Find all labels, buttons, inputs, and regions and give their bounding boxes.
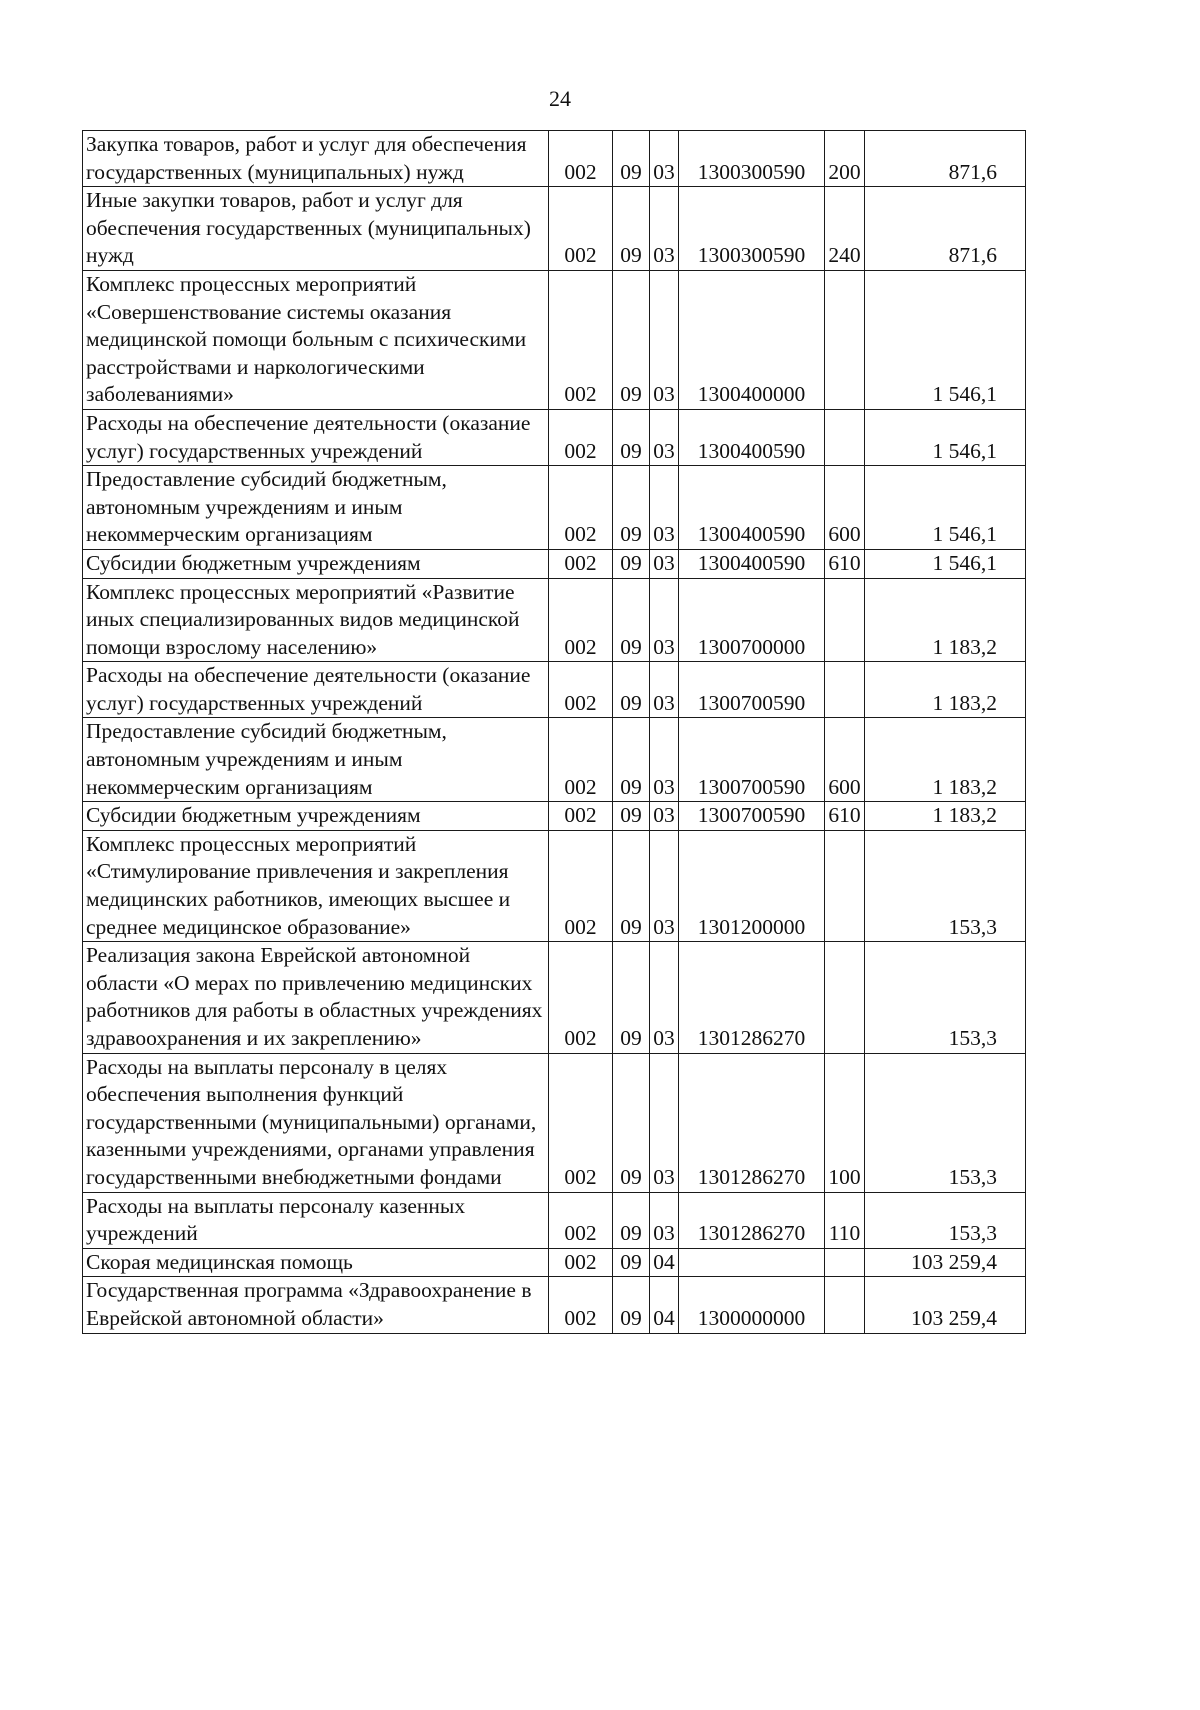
admin-code-cell: 002 [549,830,613,941]
section-code-cell: 09 [613,1248,650,1277]
section-code-cell: 09 [613,830,650,941]
expense-type-cell [825,578,865,662]
table-row [83,830,1026,941]
expense-type-cell [825,270,865,409]
section-code-cell: 09 [613,1053,650,1192]
expense-type-cell [825,409,865,465]
admin-code-cell: 002 [549,131,613,187]
target-article-cell: 1300400000 [679,270,825,409]
row-name-cell: Расходы на выплаты персоналу в целях обеспечения выполнения функций государственными (муниципальными) органами, казенными учреждениями, органами управления государственными внебюджетными фондами [83,1053,549,1192]
row-name-cell: Комплекс процессных мероприятий «Совершенствование системы оказания медицинской помощи больным с психическими расстройствами и наркологическими заболеваниями» [83,270,549,409]
expense-type-cell: 600 [825,466,865,550]
admin-code-cell: 002 [549,1053,613,1192]
row-name-cell: Государственная программа «Здравоохранение в Еврейской автономной области» [83,1277,549,1333]
expense-type-cell [825,830,865,941]
amount-cell: 1 183,2 [865,802,1026,831]
target-article-cell: 1300300590 [679,131,825,187]
table-row [83,578,1026,662]
budget-table-body [83,131,1026,1334]
target-article-cell: 1300000000 [679,1277,825,1333]
subsection-code-cell: 03 [650,578,679,662]
target-article-cell: 1300400590 [679,409,825,465]
table-row [83,1192,1026,1248]
target-article-cell: 1300400590 [679,466,825,550]
expense-type-cell: 240 [825,187,865,271]
subsection-code-cell: 03 [650,409,679,465]
amount-cell: 1 546,1 [865,409,1026,465]
subsection-code-cell: 03 [650,1053,679,1192]
admin-code-cell: 002 [549,942,613,1053]
amount-cell: 1 546,1 [865,549,1026,578]
subsection-code-cell: 03 [650,466,679,550]
amount-cell: 1 183,2 [865,662,1026,718]
admin-code-cell: 002 [549,187,613,271]
subsection-code-cell: 03 [650,662,679,718]
table-row [83,1053,1026,1192]
expense-type-cell: 610 [825,549,865,578]
target-article-cell: 1300700000 [679,578,825,662]
amount-cell: 1 546,1 [865,270,1026,409]
section-code-cell: 09 [613,131,650,187]
table-row [83,187,1026,271]
subsection-code-cell: 04 [650,1248,679,1277]
amount-cell: 871,6 [865,131,1026,187]
row-name-cell: Комплекс процессных мероприятий «Стимулирование привлечения и закрепления медицинских работников, имеющих высшее и среднее медицинское образование» [83,830,549,941]
target-article-cell: 1301286270 [679,942,825,1053]
subsection-code-cell: 03 [650,131,679,187]
admin-code-cell: 002 [549,409,613,465]
table-row [83,409,1026,465]
target-article-cell: 1300400590 [679,549,825,578]
row-name-cell: Расходы на обеспечение деятельности (оказание услуг) государственных учреждений [83,409,549,465]
amount-cell: 153,3 [865,1053,1026,1192]
table-row [83,942,1026,1053]
amount-cell: 153,3 [865,942,1026,1053]
section-code-cell: 09 [613,270,650,409]
row-name-cell: Иные закупки товаров, работ и услуг для обеспечения государственных (муниципальных) нужд [83,187,549,271]
section-code-cell: 09 [613,187,650,271]
admin-code-cell: 002 [549,270,613,409]
expense-type-cell: 100 [825,1053,865,1192]
target-article-cell: 1301286270 [679,1192,825,1248]
subsection-code-cell: 03 [650,942,679,1053]
amount-cell: 153,3 [865,1192,1026,1248]
admin-code-cell: 002 [549,549,613,578]
table-row [83,1248,1026,1277]
row-name-cell: Субсидии бюджетным учреждениям [83,549,549,578]
row-name-cell: Субсидии бюджетным учреждениям [83,802,549,831]
amount-cell: 1 183,2 [865,578,1026,662]
table-row [83,549,1026,578]
section-code-cell: 09 [613,1192,650,1248]
expense-type-cell [825,662,865,718]
subsection-code-cell: 03 [650,1192,679,1248]
expense-type-cell: 600 [825,718,865,802]
section-code-cell: 09 [613,942,650,1053]
section-code-cell: 09 [613,662,650,718]
subsection-code-cell: 03 [650,270,679,409]
section-code-cell: 09 [613,409,650,465]
expense-type-cell: 110 [825,1192,865,1248]
row-name-cell: Расходы на обеспечение деятельности (оказание услуг) государственных учреждений [83,662,549,718]
row-name-cell: Предоставление субсидий бюджетным, автономным учреждениям и иным некоммерческим организациям [83,466,549,550]
admin-code-cell: 002 [549,718,613,802]
row-name-cell: Реализация закона Еврейской автономной области «О мерах по привлечению медицинских работников для работы в областных учреждениях здравоохранения и их закреплению» [83,942,549,1053]
subsection-code-cell: 03 [650,718,679,802]
target-article-cell: 1301200000 [679,830,825,941]
budget-table [82,130,1026,1334]
admin-code-cell: 002 [549,1192,613,1248]
subsection-code-cell: 03 [650,830,679,941]
amount-cell: 103 259,4 [865,1248,1026,1277]
table-row [83,1277,1026,1333]
table-row [83,718,1026,802]
table-row [83,466,1026,550]
admin-code-cell: 002 [549,802,613,831]
expense-type-cell: 200 [825,131,865,187]
row-name-cell: Расходы на выплаты персоналу казенных учреждений [83,1192,549,1248]
amount-cell: 153,3 [865,830,1026,941]
expense-type-cell [825,942,865,1053]
section-code-cell: 09 [613,718,650,802]
section-code-cell: 09 [613,466,650,550]
table-row [83,270,1026,409]
amount-cell: 1 183,2 [865,718,1026,802]
admin-code-cell: 002 [549,578,613,662]
admin-code-cell: 002 [549,662,613,718]
admin-code-cell: 002 [549,466,613,550]
subsection-code-cell: 04 [650,1277,679,1333]
row-name-cell: Комплекс процессных мероприятий «Развитие иных специализированных видов медицинской помощи взрослому населению» [83,578,549,662]
amount-cell: 871,6 [865,187,1026,271]
target-article-cell: 1300300590 [679,187,825,271]
section-code-cell: 09 [613,578,650,662]
subsection-code-cell: 03 [650,802,679,831]
subsection-code-cell: 03 [650,187,679,271]
subsection-code-cell: 03 [650,549,679,578]
admin-code-cell: 002 [549,1277,613,1333]
target-article-cell: 1301286270 [679,1053,825,1192]
admin-code-cell: 002 [549,1248,613,1277]
row-name-cell: Закупка товаров, работ и услуг для обеспечения государственных (муниципальных) нужд [83,131,549,187]
row-name-cell: Скорая медицинская помощь [83,1248,549,1277]
target-article-cell: 1300700590 [679,662,825,718]
target-article-cell: 1300700590 [679,802,825,831]
table-row [83,131,1026,187]
target-article-cell [679,1248,825,1277]
section-code-cell: 09 [613,802,650,831]
target-article-cell: 1300700590 [679,718,825,802]
section-code-cell: 09 [613,549,650,578]
expense-type-cell [825,1277,865,1333]
expense-type-cell [825,1248,865,1277]
section-code-cell: 09 [613,1277,650,1333]
amount-cell: 103 259,4 [865,1277,1026,1333]
row-name-cell: Предоставление субсидий бюджетным, автономным учреждениям и иным некоммерческим организациям [83,718,549,802]
page-number: 24 [549,86,571,111]
expense-type-cell: 610 [825,802,865,831]
amount-cell: 1 546,1 [865,466,1026,550]
table-row [83,802,1026,831]
table-row [83,662,1026,718]
